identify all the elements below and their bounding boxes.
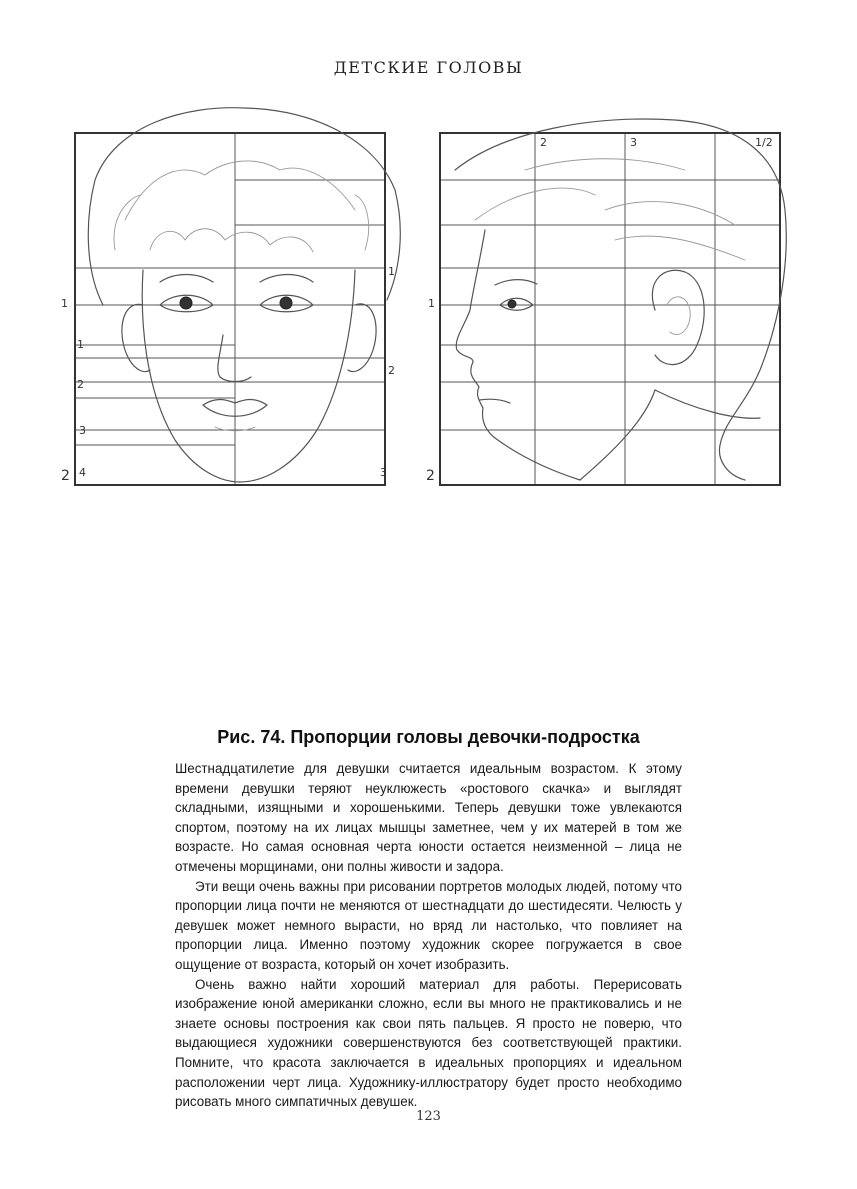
front-view-grid bbox=[75, 133, 385, 485]
profile-label-1: 1 bbox=[428, 297, 435, 310]
paragraph-2: Эти вещи очень важны при рисовании портретов молодых людей, потому что пропорции лица почти не меняются от шестнадцати до шестидесяти. Челюсть у девушек может немного вырасти, но вряд ли настолько, что повлияет на пропорции лица. Именно поэтому художник скорее погружается в свое ощущение от возраста, который он хочет изобразить. bbox=[175, 878, 682, 972]
front-label-1a: 1 bbox=[61, 297, 68, 310]
head-proportion-drawings bbox=[55, 100, 815, 500]
body-text bbox=[175, 759, 682, 1112]
front-label-2b: 2 bbox=[388, 364, 395, 377]
profile-label-half: 1/2 bbox=[755, 136, 773, 149]
paragraph-3: Очень важно найти хороший материал для работы. Перерисовать изображение юной американки сложно, если вы много не практиковались и не знаете основы построения как свои пять пальцев. Я просто не поверю, что выдающиеся художники совершенствуются без соответствующей практики. Помните, что красота заключается в идеальных пропорциях и идеальном расположении черт лица. Художнику-иллюстратору будет просто необходимо рисовать много симпатичных девушек. bbox=[175, 976, 682, 1110]
profile-view-frame bbox=[440, 133, 780, 485]
front-label-4: 4 bbox=[79, 466, 86, 479]
profile-label-2a: 2 bbox=[540, 136, 547, 149]
front-view-drawing bbox=[61, 108, 400, 485]
paragraph-1: Шестнадцатилетие для девушки считается идеальным возрастом. К этому времени девушки теряют неуклюжесть «ростового скачка» и выглядят складными, изящными и хорошенькими. Теперь девушки тоже увлекаются спортом, поэтому на их лицах мышцы заметнее, чем у их матерей в том же возрасте. Но самая основная черта юности остается неизменной – лица не отмечены морщинами, они полны живости и задора. bbox=[175, 761, 682, 874]
running-head: ДЕТСКИЕ ГОЛОВЫ bbox=[333, 58, 524, 77]
front-label-1b: 1 bbox=[388, 265, 395, 278]
figure-caption: Рис. 74. Пропорции головы девочки-подростка bbox=[217, 727, 640, 747]
front-label-2c: 2 bbox=[61, 468, 70, 484]
front-label-3b: 3 bbox=[380, 466, 387, 479]
page-number: 123 bbox=[416, 1109, 441, 1124]
profile-label-3: 3 bbox=[630, 136, 637, 149]
front-label-2a: 2 bbox=[77, 378, 84, 391]
front-label-1c: 1 bbox=[77, 338, 84, 351]
front-label-3a: 3 bbox=[79, 424, 86, 437]
profile-view-grid bbox=[440, 133, 780, 485]
proportion-figure bbox=[55, 100, 815, 500]
profile-view-drawing bbox=[426, 119, 786, 485]
front-view-frame bbox=[75, 133, 385, 485]
profile-label-2b: 2 bbox=[426, 468, 435, 484]
